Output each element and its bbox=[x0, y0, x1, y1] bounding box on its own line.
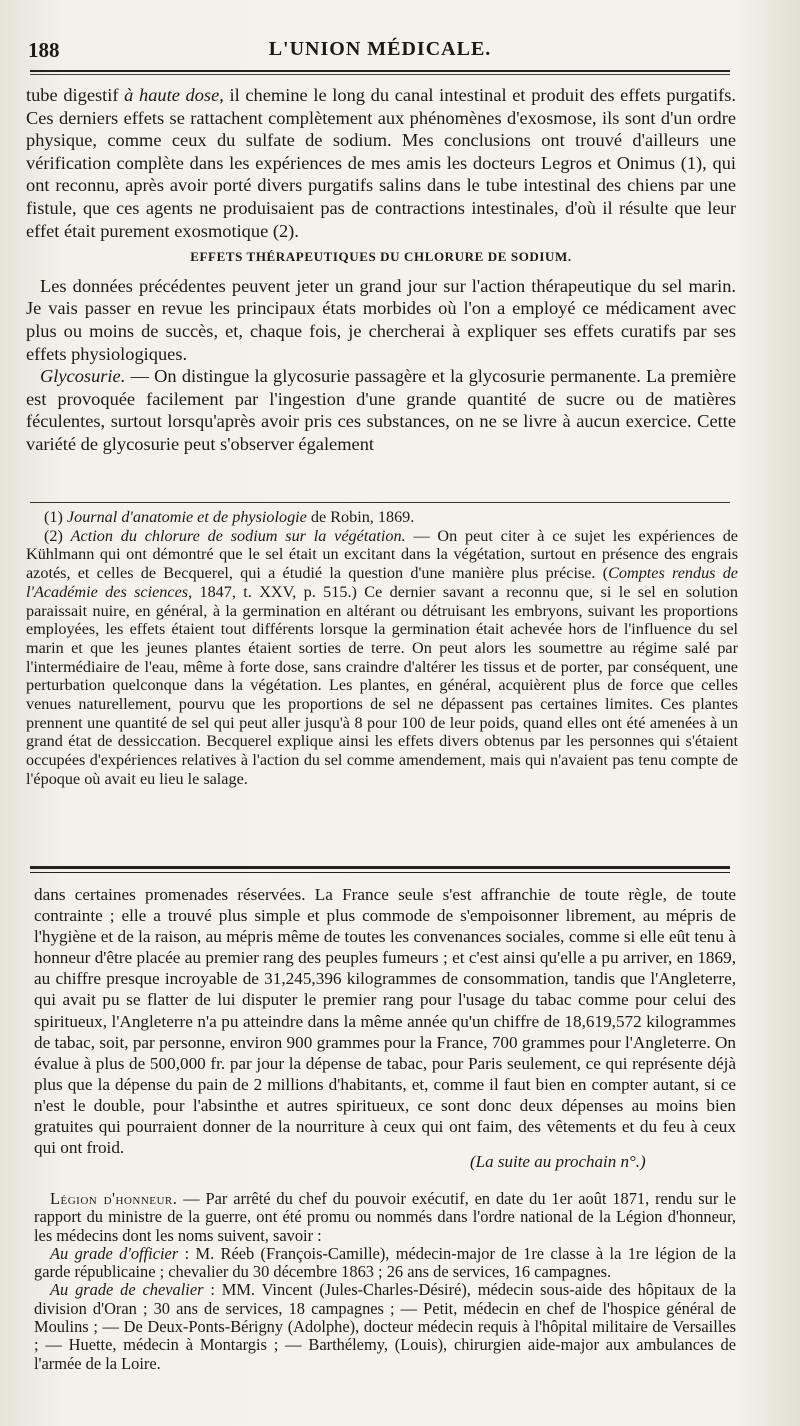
section-paragraph: Les données précédentes peuvent jeter un grand jour sur l'action thérapeutique du sel marin. Je vais passer en revue les principaux états morbides où l'on a employé ce médicament avec plus ou moins de succès, et, chaque fois, je chercherai à expliquer ses effets curatifs par ses effets physiologiques. bbox=[26, 275, 736, 364]
feuilleton bbox=[34, 884, 736, 1158]
header-rule bbox=[30, 70, 730, 72]
feuilleton-rule bbox=[30, 866, 730, 869]
glycosurie-paragraph: Glycosurie. — On distingue la glycosurie passagère et la glycosurie permanente. La première est provoquée facilement par l'ingestion d'une grande quantité de sucre ou de matières féculentes, surtout lorsqu'après avoir pris ces substances, on ne se livre à aucun exercice. Cette variété de glycosurie peut s'observer également bbox=[26, 366, 736, 454]
main-article bbox=[26, 84, 736, 456]
feuilleton-rule-thin bbox=[30, 872, 730, 873]
officier-paragraph: Au grade d'officier : M. Réeb (François-Camille), médecin-major de 1re classe à la 1re légion de la garde républicaine ; chevalier du 30 décembre 1863 ; 26 ans de services, 16 campagnes. bbox=[34, 1243, 737, 1282]
footnote-rule bbox=[30, 502, 730, 503]
page-number: 188 bbox=[28, 38, 60, 62]
journal-title: L'UNION MÉDICALE. bbox=[268, 38, 492, 60]
news-lead: Légion d'honneur. bbox=[50, 1189, 178, 1208]
header-rule-thin bbox=[30, 74, 730, 75]
page-header bbox=[26, 38, 734, 68]
legion-honneur-paragraph: Légion d'honneur. — Par arrêté du chef du pouvoir exécutif, en date du 1er août 1871, rendu sur le rapport du ministre de la guerre, ont été promu ou nommés dans l'ordre national de la Légion d'honneur, les médecins dont les noms suivent, savoir : bbox=[34, 1189, 736, 1245]
section-title: EFFETS THÉRAPEUTIQUES DU CHLORURE DE SODIUM. bbox=[190, 249, 572, 265]
news-section bbox=[34, 1190, 736, 1373]
to-be-continued: (La suite au prochain n°.) bbox=[470, 1152, 646, 1171]
intro-paragraph: tube digestif à haute dose, il chemine le long du canal intestinal et produit des effets purgatifs. Ces derniers effets se rattachent complètement aux phénomènes d'exosmose, ils sont d'un ordre physique, comme ceux du sulfate de sodium. Mes conclusions ont trouvé d'ailleurs une vérification complète dans les expériences de mes amis les docteurs Legros et Onimus (1), qui ont reconnu, après avoir porté divers purgatifs salins dans le tube intestinal des chiens par une fistule, que ces agents ne produisaient pas de contractions intestinales, d'où il résulte que leur effet était purement exosmotique (2). bbox=[26, 85, 736, 241]
footnote-1: (1) Journal d'anatomie et de physiologie de Robin, 1869. bbox=[44, 508, 415, 526]
footnote-2: (2) Action du chlorure de sodium sur la végétation. — On peut citer à ce sujet les expériences de Kühlmann qui ont démontré que le sel était un excitant dans la végétation, surtout en présence des engrais azotés, et celles de Becquerel, qui a étudié la question d'une manière plus précise. (Comptes rendus de l'Académie des sciences, 1847, t. XXV, p. 515.) Ce dernier savant a reconnu que, si le sel en solution paraissait nuire, en général, à la germination en altérant ou détruisant les embryons, suivant les proportions employées, les effets étaient tout différents lorsque la germination était achevée hors de l'influence du sel marin et que les jeunes plantes étaient sorties de terre. On peut alors les soumettre au régime salé par l'intermédiaire de l'eau, même à forte dose, sans craindre d'altérer les tissus et de porter, par conséquent, une perturbation quelconque dans la végétation. Les plantes, en général, acquièrent plus de force que celles venues naturellement, pourvu que les proportions de sel ne dépassent pas certaines limites. Ces plantes prennent une quantité de sel qui peut aller jusqu'à 8 pour 100 de leur poids, quand elles ont été amenées à un grand état de dessiccation. Becquerel explique ainsi les effets divers obtenus par les personnes qui s'étaient occupées d'expériences relatives à l'action du sel comme amendement, mais qui n'avaient pas tenu compte de l'époque où avait eu lieu le salage. bbox=[26, 526, 738, 788]
feuilleton-paragraph: dans certaines promenades réservées. La France seule s'est affranchie de toute règle, de toute contrainte ; elle a trouvé plus simple et plus commode de s'empoisonner librement, au mépris de l'hygiène et de la raison, au mépris même de toutes les convenances sociales, comme si elle eût tenu à honneur d'être placée au premier rang des peuples fumeurs ; et c'est ainsi qu'elle a pu arriver, en 1869, au chiffre presque incroyable de 31,245,396 kilogrammes de consommation, tandis que l'Angleterre, qui avait pu se flatter de lui disputer le premier rang pour l'usage du tabac comme pour celui des spiritueux, l'Angleterre n'a pu atteindre dans la même année qu'un chiffre de 18,619,572 kilogrammes de tabac, soit, par personne, environ 900 grammes pour la France, 700 grammes pour l'Angleterre. On évalue à plus de 500,000 fr. par jour la dépense de tabac, pour Paris seulement, ce qui représente déjà plus que la dépense du pain de 2 millions d'habitants, et, comme il faut bien en compter autant, si ce n'est le double, pour l'absinthe et autres spiritueux, ce sont donc deux dépenses au moins bien gratuites qui pourraient donner de la nourriture à ceux qui ont faim, des vêtements et du feu à ceux qui ont froid. bbox=[34, 885, 736, 1158]
footnotes bbox=[26, 508, 738, 789]
chevalier-paragraph: Au grade de chevalier : MM. Vincent (Jules-Charles-Désiré), médecin sous-aide des hôpitaux de la division d'Oran ; 30 ans de services, 18 campagnes ; — Petit, médecin en chef de l'hospice général de Moulins ; — De Deux-Ponts-Bérigny (Adolphe), docteur médecin requis à l'hôpital militaire de Versailles ; — Huette, médecin à Montargis ; — Barthélemy, (Louis), chirurgien aide-major aux ambulances de l'armée de la Loire. bbox=[34, 1280, 736, 1373]
